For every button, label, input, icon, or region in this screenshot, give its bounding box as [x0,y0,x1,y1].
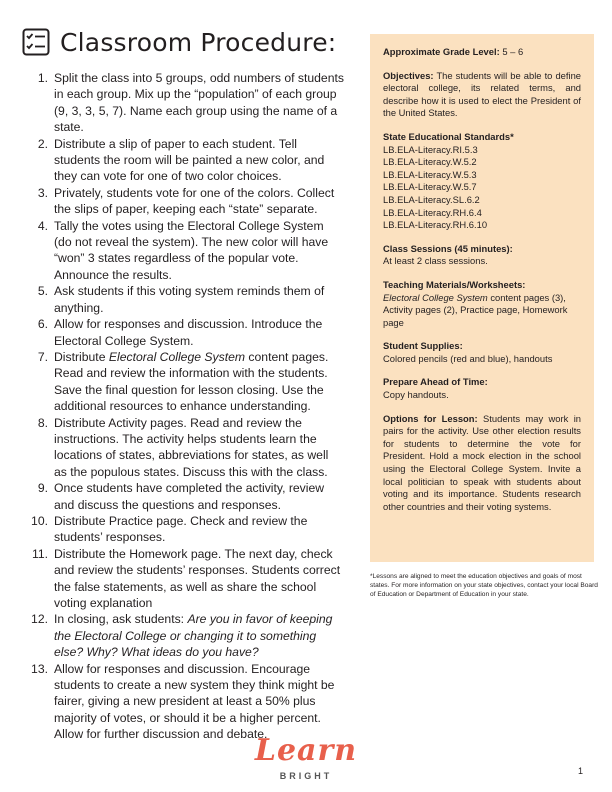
step-text: Electoral College System [108,349,246,364]
standards [383,131,581,232]
student-supplies [383,340,581,365]
grade-label: Approximate Grade Level: [383,46,500,57]
standard-item: LB.ELA-Literacy.RH.6.4 [383,206,482,218]
brand-name: Learn [254,733,358,768]
step-text: Are you in favor of keeping the Electoral College or changing it to something else? Why? What ideas do you have? [54,612,333,660]
step-number: 9. [37,481,48,496]
page-number: 1 [578,766,584,776]
grade-value: 5 – 6 [502,46,524,57]
standard-item: LB.ELA-Literacy.RH.6.10 [383,219,488,231]
step-number: 12. [31,612,48,627]
step-text: Ask students if this voting system reminds them of anything. [54,284,325,315]
procedure-step [22,513,344,546]
step-text: Distribute [54,349,109,364]
procedure-step [22,415,344,481]
page-header [22,22,336,62]
supplies-text: Colored pencils (red and blue), handouts [383,352,553,364]
grade-level [383,46,581,59]
step-number: 8. [37,415,48,430]
objectives [383,70,581,120]
materials-label: Teaching Materials/Worksheets: [383,278,526,290]
options-label: Options for Lesson: [383,412,478,424]
procedure-steps [22,70,344,743]
lesson-options [383,413,581,514]
sessions-label: Class Sessions (45 minutes): [383,242,513,254]
step-text: Distribute Practice page. Check and review the students’ responses. [54,513,308,545]
step-number: 11. [31,546,48,561]
step-text: Allow for responses and discussion. Encourage students to create a new system they think might be fairer, giving a new president at least a 50% plus majority of votes, or should it be a higher percent. Allow for further discussion and debate. [54,661,335,742]
page-title: Classroom Procedure: [60,27,337,57]
standards-label: State Educational Standards* [383,130,514,142]
prepare-text: Copy handouts. [383,389,449,401]
step-number: 6. [37,317,48,332]
procedure-step [22,70,344,136]
prepare-ahead [383,376,581,401]
procedure-step [22,546,344,612]
standard-item: LB.ELA-Literacy.W.5.7 [383,181,477,193]
brand-sub: BRIGHT [279,771,333,781]
checklist-icon [22,28,50,56]
step-number: 2. [37,136,48,151]
class-sessions [383,243,581,268]
procedure-step [22,349,344,415]
step-text: Split the class into 5 groups, odd numbers of students in each group. Mix up the “population” of each group (9, 3, 3, 5, 7). Name each group using the name of a state. [54,71,344,135]
standard-item: LB.ELA-Literacy.W.5.3 [383,168,477,180]
options-text: Students may work in pairs for the activity. Use other election results for students to determine the vote for President. Hold a mock election in the school using the Electoral College System. Invite a local politician to speak with students about voting and its importance. Students research other countries and their voting systems. [383,412,582,512]
standard-item: LB.ELA-Literacy.RI.5.3 [383,143,478,155]
step-text: Distribute Activity pages. Read and review the instructions. The activity helps students learn the locations of states, abbreviations for states, as well as the populous states. Discuss this with the class. [54,415,329,479]
objectives-label: Objectives: [383,69,434,81]
standards-footnote: *Lessons are aligned to meet the education objectives and goals of most states. For more information on your state objectives, contact your local Board of Education or Department of Education in your state. [370,573,598,599]
procedure-step [22,218,344,284]
teaching-materials [383,279,581,329]
materials-text: content pages (3), Activity pages (2), Practice page, Homework page [383,291,568,328]
step-text: Tally the votes using the Electoral College System (do not reveal the system). The new color will have “won” 3 states regardless of the popular vote. Announce the results. [54,218,329,282]
supplies-label: Student Supplies: [383,340,463,352]
standard-item: LB.ELA-Literacy.SL.6.2 [383,193,480,205]
step-text: Distribute a slip of paper to each student. Tell students the room will be painted a new color, and they can vote for one of two color choices. [54,136,325,184]
sessions-text: At least 2 class sessions. [383,255,488,267]
standard-item: LB.ELA-Literacy.W.5.2 [383,156,477,168]
step-number: 10. [31,513,48,528]
procedure-step [22,611,344,660]
standards-list [383,144,581,232]
objectives-text: The students will be able to define electoral college, its related terms, and describe how it is used to elect the President of the United States. [383,69,581,119]
step-text: content pages. Read and review the information with the students. Save the final question for lesson closing. Use the additional resources to enhance understanding. [54,349,329,414]
step-number: 1. [37,71,48,85]
step-number: 13. [31,661,48,676]
prepare-label: Prepare Ahead of Time: [383,376,488,388]
learn-bright-logo [248,733,364,785]
step-text: In closing, ask students: [54,612,188,627]
procedure-step [22,185,344,218]
step-number: 5. [37,284,48,299]
step-text: Allow for responses and discussion. Introduce the Electoral College System. [54,317,323,348]
step-number: 4. [37,218,48,233]
step-number: 3. [37,185,48,200]
step-text: Distribute the Homework page. The next day, check and review the students’ responses. Students correct the false statements, as well as share the school voting explanation [54,546,341,610]
materials-italic: Electoral College System [383,291,488,303]
procedure-step [22,661,344,743]
procedure-step [22,316,344,349]
procedure-step [22,480,344,513]
procedure-step [22,283,344,316]
step-text: Once students have completed the activity, review and discuss the questions and responses. [54,481,325,512]
step-text: Privately, students vote for one of the colors. Collect the slips of paper, keeping each “state” separate. [54,185,335,217]
lesson-sidebar [370,34,594,562]
step-number: 7. [37,349,48,364]
procedure-step [22,136,344,185]
